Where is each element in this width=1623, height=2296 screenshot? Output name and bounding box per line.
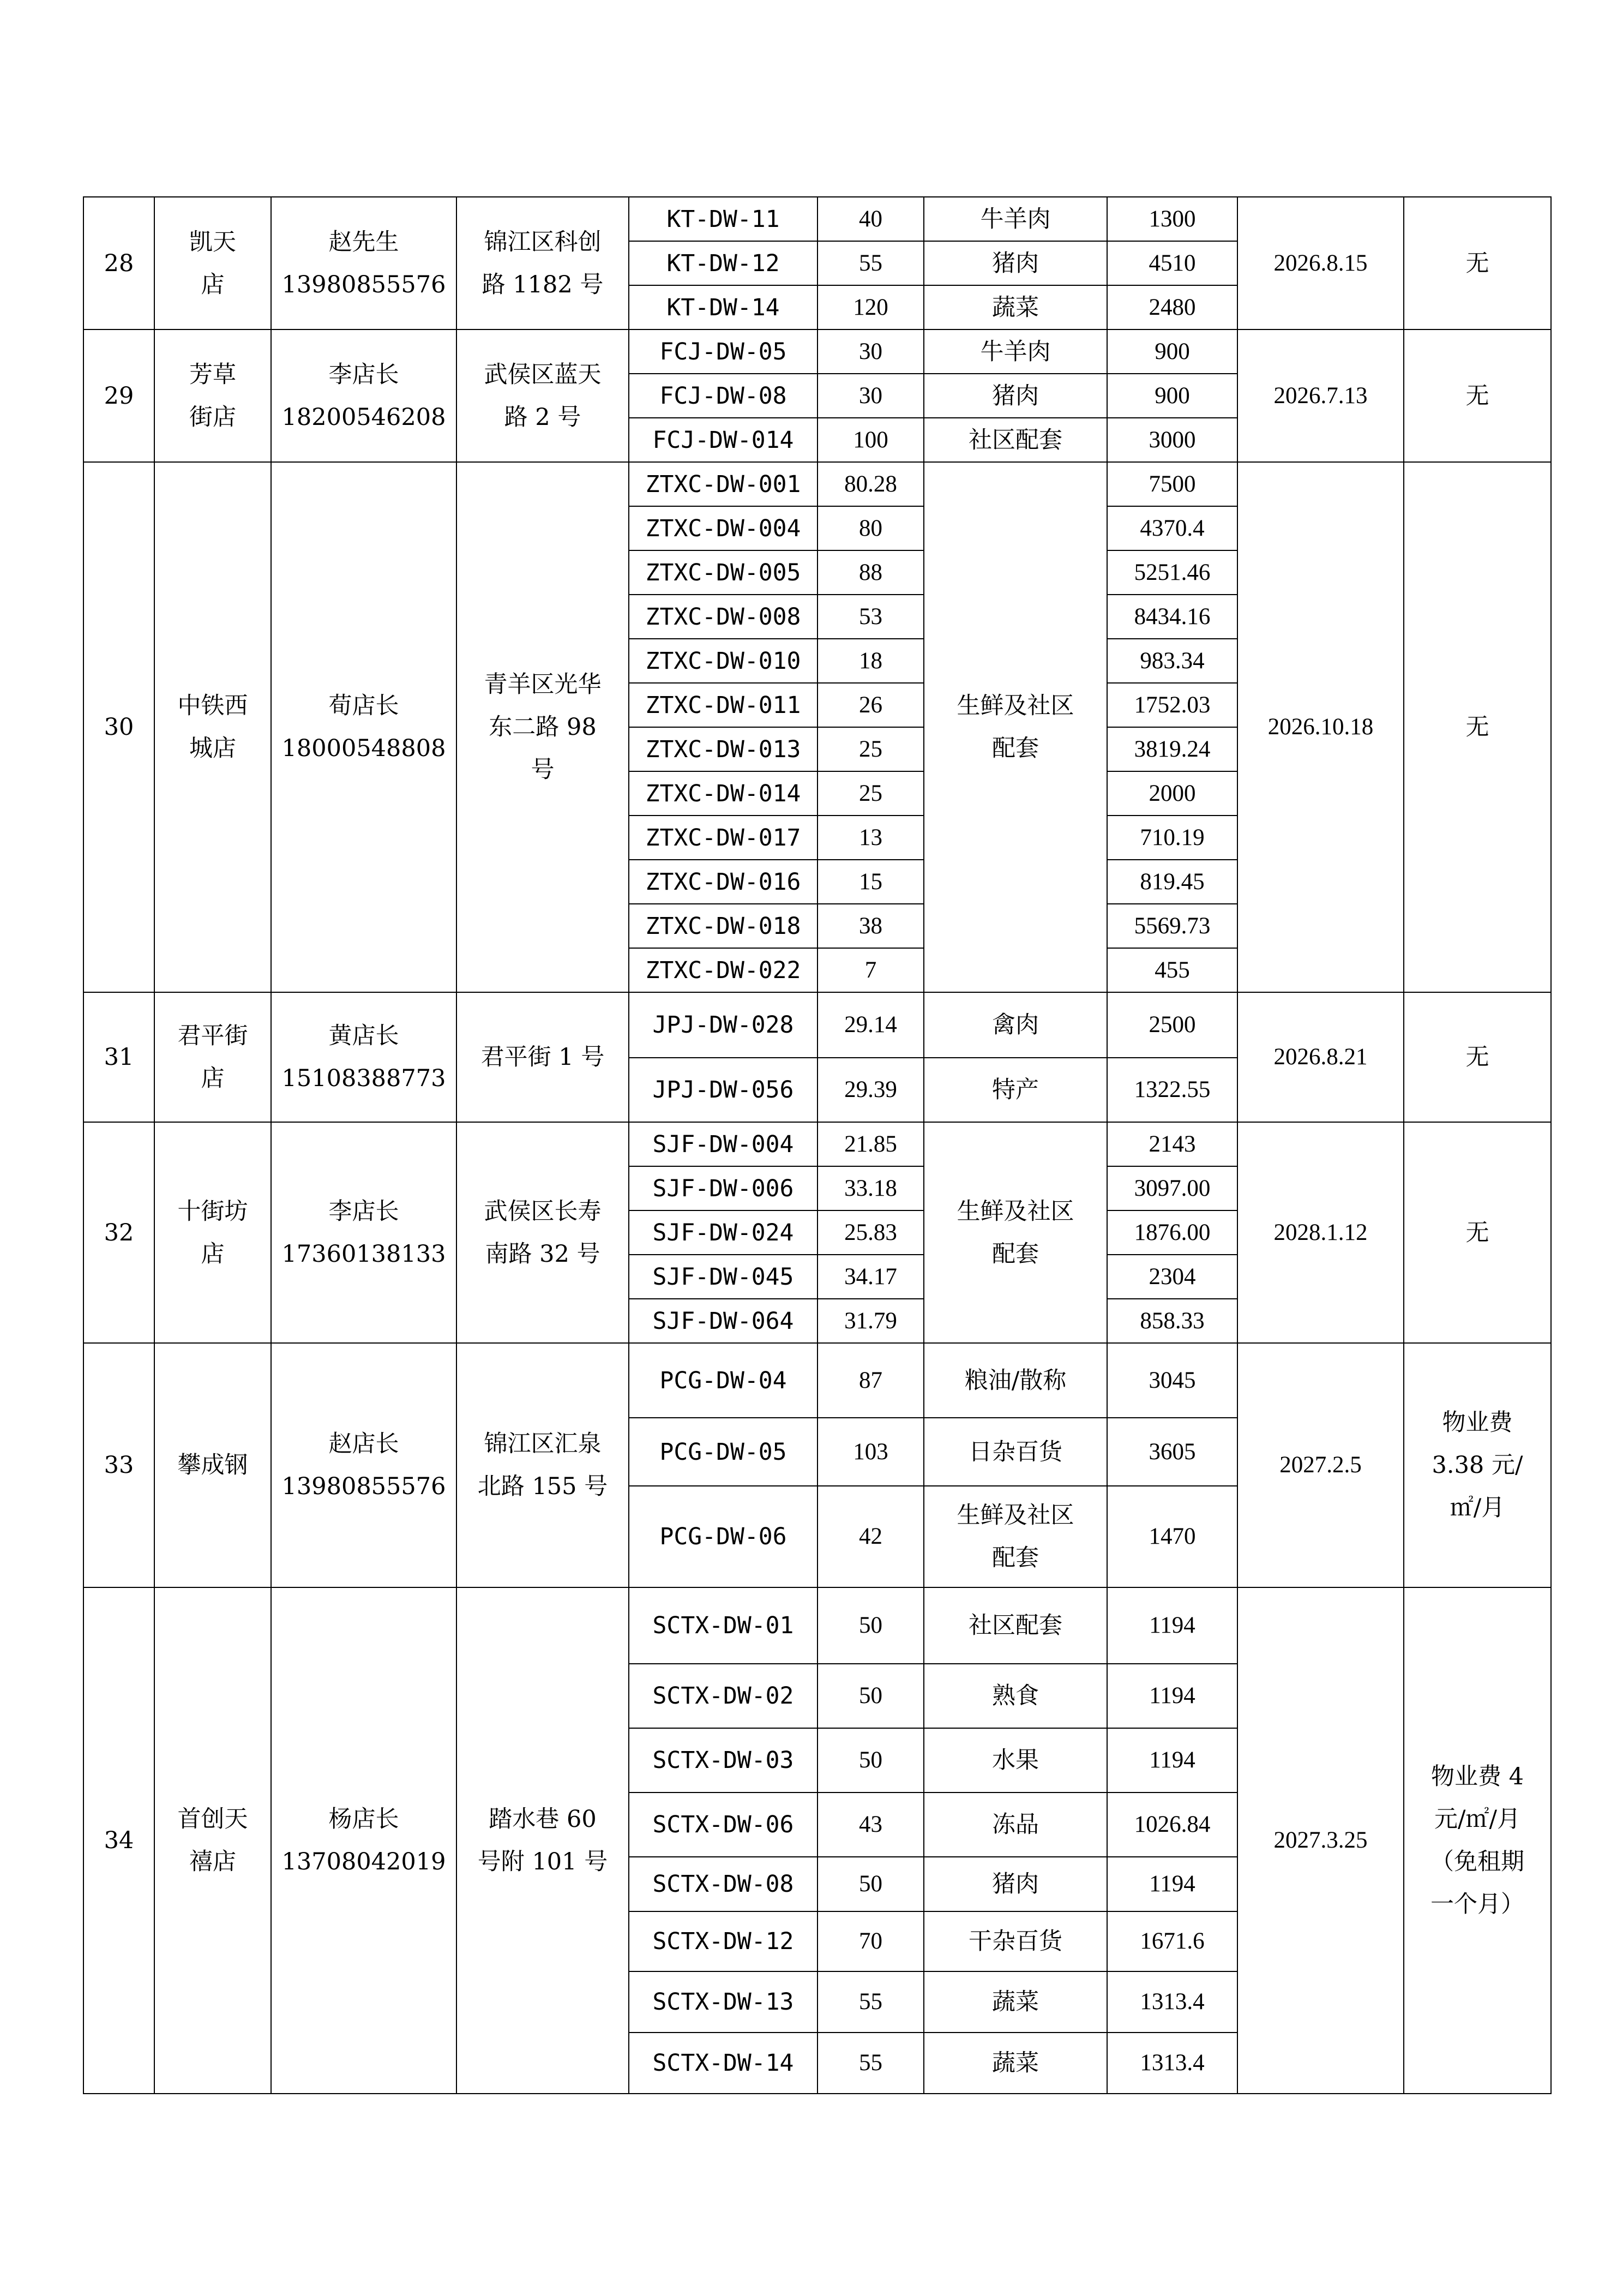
lease-notes: 无 bbox=[1404, 462, 1551, 992]
store-name: 攀成钢 bbox=[154, 1343, 271, 1587]
store-contact: 杨店长 13708042019 bbox=[271, 1587, 456, 2094]
unit-area: 53 bbox=[817, 595, 924, 639]
unit-rent: 455 bbox=[1107, 948, 1237, 992]
unit-area: 30 bbox=[817, 374, 924, 418]
unit-rent: 1194 bbox=[1107, 1664, 1237, 1728]
unit-rent: 4510 bbox=[1107, 241, 1237, 285]
store-number: 30 bbox=[83, 462, 154, 992]
lease-notes: 无 bbox=[1404, 329, 1551, 462]
unit-rent: 4370.4 bbox=[1107, 506, 1237, 550]
unit-area: 40 bbox=[817, 197, 924, 241]
store-address: 武侯区长寿 南路 32 号 bbox=[456, 1122, 629, 1343]
lease-expiry: 2026.8.15 bbox=[1237, 197, 1404, 329]
lease-notes: 无 bbox=[1404, 197, 1551, 329]
unit-area: 26 bbox=[817, 683, 924, 727]
unit-use: 社区配套 bbox=[924, 1587, 1107, 1664]
unit-rent: 1313.4 bbox=[1107, 1971, 1237, 2033]
lease-expiry: 2026.7.13 bbox=[1237, 329, 1404, 462]
unit-rent: 1470 bbox=[1107, 1486, 1237, 1587]
unit-area: 50 bbox=[817, 1664, 924, 1728]
unit-code: SCTX-DW-13 bbox=[629, 1971, 817, 2033]
unit-use: 社区配套 bbox=[924, 418, 1107, 462]
unit-area: 30 bbox=[817, 329, 924, 374]
unit-rent: 1313.4 bbox=[1107, 2033, 1237, 2094]
unit-area: 25.83 bbox=[817, 1210, 924, 1255]
store-address: 青羊区光华 东二路 98 号 bbox=[456, 462, 629, 992]
unit-code: ZTXC-DW-008 bbox=[629, 595, 817, 639]
unit-code: ZTXC-DW-013 bbox=[629, 727, 817, 771]
unit-use: 生鲜及社区 配套 bbox=[924, 462, 1107, 992]
unit-rent: 819.45 bbox=[1107, 860, 1237, 904]
table-row bbox=[83, 1343, 1551, 1418]
lease-notes: 物业费 3.38 元/ ㎡/月 bbox=[1404, 1343, 1551, 1587]
unit-area: 25 bbox=[817, 727, 924, 771]
unit-code: KT-DW-14 bbox=[629, 285, 817, 329]
unit-code: SJF-DW-006 bbox=[629, 1166, 817, 1210]
unit-area: 29.39 bbox=[817, 1058, 924, 1122]
unit-rent: 1322.55 bbox=[1107, 1058, 1237, 1122]
store-name: 十街坊 店 bbox=[154, 1122, 271, 1343]
unit-rent: 900 bbox=[1107, 329, 1237, 374]
unit-use: 禽肉 bbox=[924, 992, 1107, 1058]
unit-code: FCJ-DW-05 bbox=[629, 329, 817, 374]
unit-rent: 3045 bbox=[1107, 1343, 1237, 1418]
unit-area: 21.85 bbox=[817, 1122, 924, 1166]
unit-use: 猪肉 bbox=[924, 241, 1107, 285]
unit-rent: 983.34 bbox=[1107, 639, 1237, 683]
unit-rent: 710.19 bbox=[1107, 816, 1237, 860]
store-contact: 赵店长 13980855576 bbox=[271, 1343, 456, 1587]
unit-area: 7 bbox=[817, 948, 924, 992]
unit-rent: 3000 bbox=[1107, 418, 1237, 462]
unit-code: KT-DW-11 bbox=[629, 197, 817, 241]
lease-expiry: 2026.8.21 bbox=[1237, 992, 1404, 1122]
table-row bbox=[83, 992, 1551, 1058]
store-contact: 赵先生 13980855576 bbox=[271, 197, 456, 329]
unit-use: 蔬菜 bbox=[924, 1971, 1107, 2033]
unit-code: SCTX-DW-06 bbox=[629, 1793, 817, 1857]
unit-area: 88 bbox=[817, 550, 924, 595]
unit-area: 25 bbox=[817, 771, 924, 816]
store-address: 踏水巷 60 号附 101 号 bbox=[456, 1587, 629, 2094]
unit-area: 87 bbox=[817, 1343, 924, 1418]
unit-code: ZTXC-DW-022 bbox=[629, 948, 817, 992]
unit-rent: 1194 bbox=[1107, 1587, 1237, 1664]
unit-area: 43 bbox=[817, 1793, 924, 1857]
lease-expiry: 2027.2.5 bbox=[1237, 1343, 1404, 1587]
unit-code: ZTXC-DW-014 bbox=[629, 771, 817, 816]
lease-expiry: 2026.10.18 bbox=[1237, 462, 1404, 992]
lease-notes: 物业费 4 元/㎡/月 （免租期 一个月） bbox=[1404, 1587, 1551, 2094]
unit-rent: 8434.16 bbox=[1107, 595, 1237, 639]
unit-rent: 1194 bbox=[1107, 1857, 1237, 1911]
store-contact: 荀店长 18000548808 bbox=[271, 462, 456, 992]
unit-code: ZTXC-DW-011 bbox=[629, 683, 817, 727]
unit-use: 牛羊肉 bbox=[924, 329, 1107, 374]
unit-area: 55 bbox=[817, 2033, 924, 2094]
unit-area: 31.79 bbox=[817, 1299, 924, 1343]
unit-use: 蔬菜 bbox=[924, 285, 1107, 329]
unit-rent: 1300 bbox=[1107, 197, 1237, 241]
unit-rent: 2000 bbox=[1107, 771, 1237, 816]
unit-area: 70 bbox=[817, 1911, 924, 1971]
table-row bbox=[83, 329, 1551, 374]
store-number: 29 bbox=[83, 329, 154, 462]
store-number: 28 bbox=[83, 197, 154, 329]
store-address: 武侯区蓝天 路 2 号 bbox=[456, 329, 629, 462]
unit-area: 55 bbox=[817, 241, 924, 285]
unit-use: 干杂百货 bbox=[924, 1911, 1107, 1971]
unit-rent: 3819.24 bbox=[1107, 727, 1237, 771]
table-row bbox=[83, 1587, 1551, 1664]
table-row bbox=[83, 197, 1551, 241]
unit-use: 牛羊肉 bbox=[924, 197, 1107, 241]
unit-area: 80 bbox=[817, 506, 924, 550]
unit-rent: 900 bbox=[1107, 374, 1237, 418]
unit-area: 80.28 bbox=[817, 462, 924, 506]
unit-code: ZTXC-DW-001 bbox=[629, 462, 817, 506]
unit-rent: 3605 bbox=[1107, 1418, 1237, 1486]
unit-code: ZTXC-DW-004 bbox=[629, 506, 817, 550]
unit-code: JPJ-DW-056 bbox=[629, 1058, 817, 1122]
unit-use: 冻品 bbox=[924, 1793, 1107, 1857]
unit-code: ZTXC-DW-016 bbox=[629, 860, 817, 904]
lease-notes: 无 bbox=[1404, 992, 1551, 1122]
unit-rent: 2143 bbox=[1107, 1122, 1237, 1166]
unit-code: PCG-DW-04 bbox=[629, 1343, 817, 1418]
unit-use: 生鲜及社区 配套 bbox=[924, 1486, 1107, 1587]
unit-area: 103 bbox=[817, 1418, 924, 1486]
unit-area: 55 bbox=[817, 1971, 924, 2033]
unit-use: 特产 bbox=[924, 1058, 1107, 1122]
unit-code: SJF-DW-024 bbox=[629, 1210, 817, 1255]
unit-rent: 1194 bbox=[1107, 1728, 1237, 1793]
unit-area: 18 bbox=[817, 639, 924, 683]
store-number: 34 bbox=[83, 1587, 154, 2094]
store-name: 芳草 街店 bbox=[154, 329, 271, 462]
unit-use: 猪肉 bbox=[924, 374, 1107, 418]
store-contact: 李店长 18200546208 bbox=[271, 329, 456, 462]
unit-area: 13 bbox=[817, 816, 924, 860]
store-number: 33 bbox=[83, 1343, 154, 1587]
unit-use: 水果 bbox=[924, 1728, 1107, 1793]
store-address: 君平街 1 号 bbox=[456, 992, 629, 1122]
unit-code: FCJ-DW-014 bbox=[629, 418, 817, 462]
unit-rent: 1671.6 bbox=[1107, 1911, 1237, 1971]
lease-expiry: 2028.1.12 bbox=[1237, 1122, 1404, 1343]
store-address: 锦江区汇泉 北路 155 号 bbox=[456, 1343, 629, 1587]
unit-area: 29.14 bbox=[817, 992, 924, 1058]
lease-expiry: 2027.3.25 bbox=[1237, 1587, 1404, 2094]
unit-code: SCTX-DW-08 bbox=[629, 1857, 817, 1911]
unit-area: 15 bbox=[817, 860, 924, 904]
unit-rent: 2304 bbox=[1107, 1255, 1237, 1299]
unit-rent: 1876.00 bbox=[1107, 1210, 1237, 1255]
table-row bbox=[83, 1122, 1551, 1166]
unit-rent: 858.33 bbox=[1107, 1299, 1237, 1343]
unit-rent: 2480 bbox=[1107, 285, 1237, 329]
unit-code: SCTX-DW-14 bbox=[629, 2033, 817, 2094]
unit-use: 熟食 bbox=[924, 1664, 1107, 1728]
unit-area: 50 bbox=[817, 1857, 924, 1911]
lease-notes: 无 bbox=[1404, 1122, 1551, 1343]
unit-code: SJF-DW-064 bbox=[629, 1299, 817, 1343]
unit-area: 120 bbox=[817, 285, 924, 329]
unit-use: 猪肉 bbox=[924, 1857, 1107, 1911]
store-name: 凯天 店 bbox=[154, 197, 271, 329]
unit-use: 生鲜及社区 配套 bbox=[924, 1122, 1107, 1343]
unit-use: 粮油/散称 bbox=[924, 1343, 1107, 1418]
unit-code: PCG-DW-05 bbox=[629, 1418, 817, 1486]
unit-code: SJF-DW-004 bbox=[629, 1122, 817, 1166]
unit-area: 34.17 bbox=[817, 1255, 924, 1299]
store-contact: 黄店长 15108388773 bbox=[271, 992, 456, 1122]
unit-rent: 1752.03 bbox=[1107, 683, 1237, 727]
unit-code: KT-DW-12 bbox=[629, 241, 817, 285]
store-contact: 李店长 17360138133 bbox=[271, 1122, 456, 1343]
unit-rent: 2500 bbox=[1107, 992, 1237, 1058]
unit-code: PCG-DW-06 bbox=[629, 1486, 817, 1587]
unit-code: SJF-DW-045 bbox=[629, 1255, 817, 1299]
table-row bbox=[83, 462, 1551, 506]
store-lease-table bbox=[83, 196, 1552, 2094]
unit-code: ZTXC-DW-010 bbox=[629, 639, 817, 683]
unit-code: SCTX-DW-01 bbox=[629, 1587, 817, 1664]
unit-rent: 5251.46 bbox=[1107, 550, 1237, 595]
unit-area: 100 bbox=[817, 418, 924, 462]
store-name: 首创天 禧店 bbox=[154, 1587, 271, 2094]
unit-code: SCTX-DW-03 bbox=[629, 1728, 817, 1793]
unit-code: SCTX-DW-12 bbox=[629, 1911, 817, 1971]
unit-code: ZTXC-DW-005 bbox=[629, 550, 817, 595]
unit-rent: 7500 bbox=[1107, 462, 1237, 506]
unit-code: FCJ-DW-08 bbox=[629, 374, 817, 418]
unit-area: 50 bbox=[817, 1587, 924, 1664]
unit-area: 50 bbox=[817, 1728, 924, 1793]
unit-code: ZTXC-DW-017 bbox=[629, 816, 817, 860]
store-name: 中铁西 城店 bbox=[154, 462, 271, 992]
unit-area: 38 bbox=[817, 904, 924, 948]
unit-rent: 1026.84 bbox=[1107, 1793, 1237, 1857]
unit-use: 蔬菜 bbox=[924, 2033, 1107, 2094]
unit-code: SCTX-DW-02 bbox=[629, 1664, 817, 1728]
store-number: 32 bbox=[83, 1122, 154, 1343]
store-name: 君平街 店 bbox=[154, 992, 271, 1122]
unit-code: ZTXC-DW-018 bbox=[629, 904, 817, 948]
unit-area: 42 bbox=[817, 1486, 924, 1587]
store-number: 31 bbox=[83, 992, 154, 1122]
unit-code: JPJ-DW-028 bbox=[629, 992, 817, 1058]
store-address: 锦江区科创 路 1182 号 bbox=[456, 197, 629, 329]
unit-rent: 5569.73 bbox=[1107, 904, 1237, 948]
unit-rent: 3097.00 bbox=[1107, 1166, 1237, 1210]
unit-use: 日杂百货 bbox=[924, 1418, 1107, 1486]
unit-area: 33.18 bbox=[817, 1166, 924, 1210]
